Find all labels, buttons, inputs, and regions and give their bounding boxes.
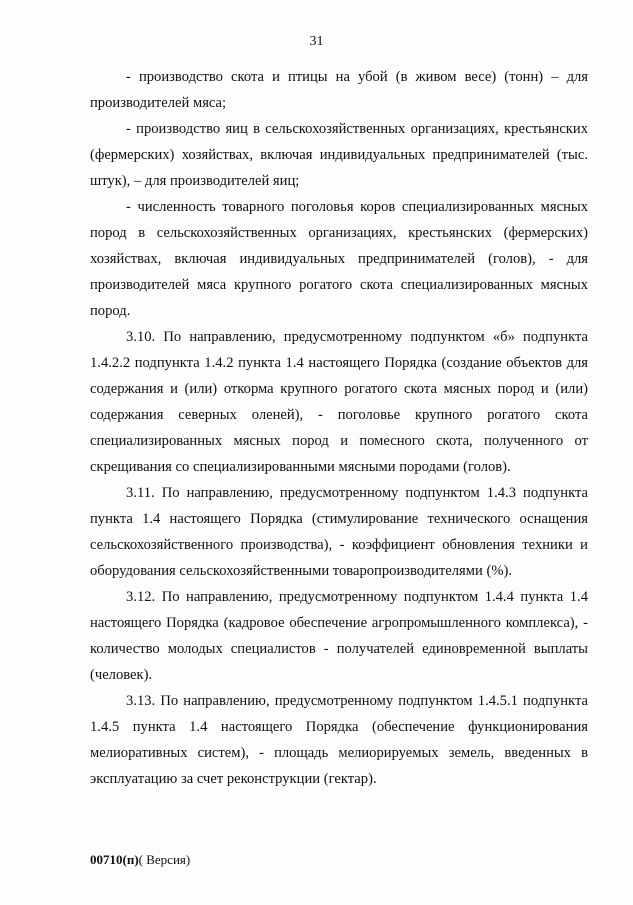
paragraph-3-12: 3.12. По направлению, предусмотренному подпунктом 1.4.4 пункта 1.4 настоящего Порядка (кадровое обеспечение агропромышленного комплекса), - количество молодых специалистов - получателей единовременной выплаты (человек).	[90, 589, 588, 683]
footer-document-code	[90, 852, 190, 868]
page-number: 31	[309, 34, 324, 49]
paragraph-beef-cattle-herd: - численность товарного поголовья коров специализированных мясных пород в сельскохозяйственных организациях, крестьянских (фермерских) хозяйствах, включая индивидуальных предпринимателей (голов), - для производителей мяса крупного рогатого скота специализированных мясных пород.	[90, 199, 588, 319]
footer-version: ( Версия)	[138, 852, 191, 867]
paragraph-livestock-slaughter: - производство скота и птицы на убой (в живом весе) (тонн) – для производителей мяса;	[90, 69, 588, 111]
paragraph-egg-production: - производство яиц в сельскохозяйственных организациях, крестьянских (фермерских) хозяйствах, включая индивидуальных предпринимателей (тыс. штук), – для производителей яиц;	[90, 121, 588, 189]
paragraph-3-11: 3.11. По направлению, предусмотренному подпунктом 1.4.3 подпункта пункта 1.4 настоящего Порядка (стимулирование технического оснащения сельскохозяйственного производства), - коэффициент обновления техники и оборудования сельскохозяйственными товаропроизводителями (%).	[90, 485, 588, 579]
paragraph-3-10: 3.10. По направлению, предусмотренному подпунктом «б» подпункта 1.4.2.2 подпункта 1.4.2 пункта 1.4 настоящего Порядка (создание объектов для содержания и (или) откорма крупного рогатого скота мясных пород и (или) содержания северных оленей), - поголовье крупного рогатого скота специализированных мясных пород и помесного скота, полученного от скрещивания со специализированными мясными породами (голов).	[90, 329, 588, 475]
document-body	[90, 64, 588, 792]
footer-code: 00710(п)	[90, 852, 139, 867]
paragraph-3-13: 3.13. По направлению, предусмотренному подпунктом 1.4.5.1 подпункта 1.4.5 пункта 1.4 настоящего Порядка (обеспечение функционирования мелиоративных систем), - площадь мелиорируемых земель, введенных в эксплуатацию за счет реконструкции (гектар).	[90, 693, 588, 787]
